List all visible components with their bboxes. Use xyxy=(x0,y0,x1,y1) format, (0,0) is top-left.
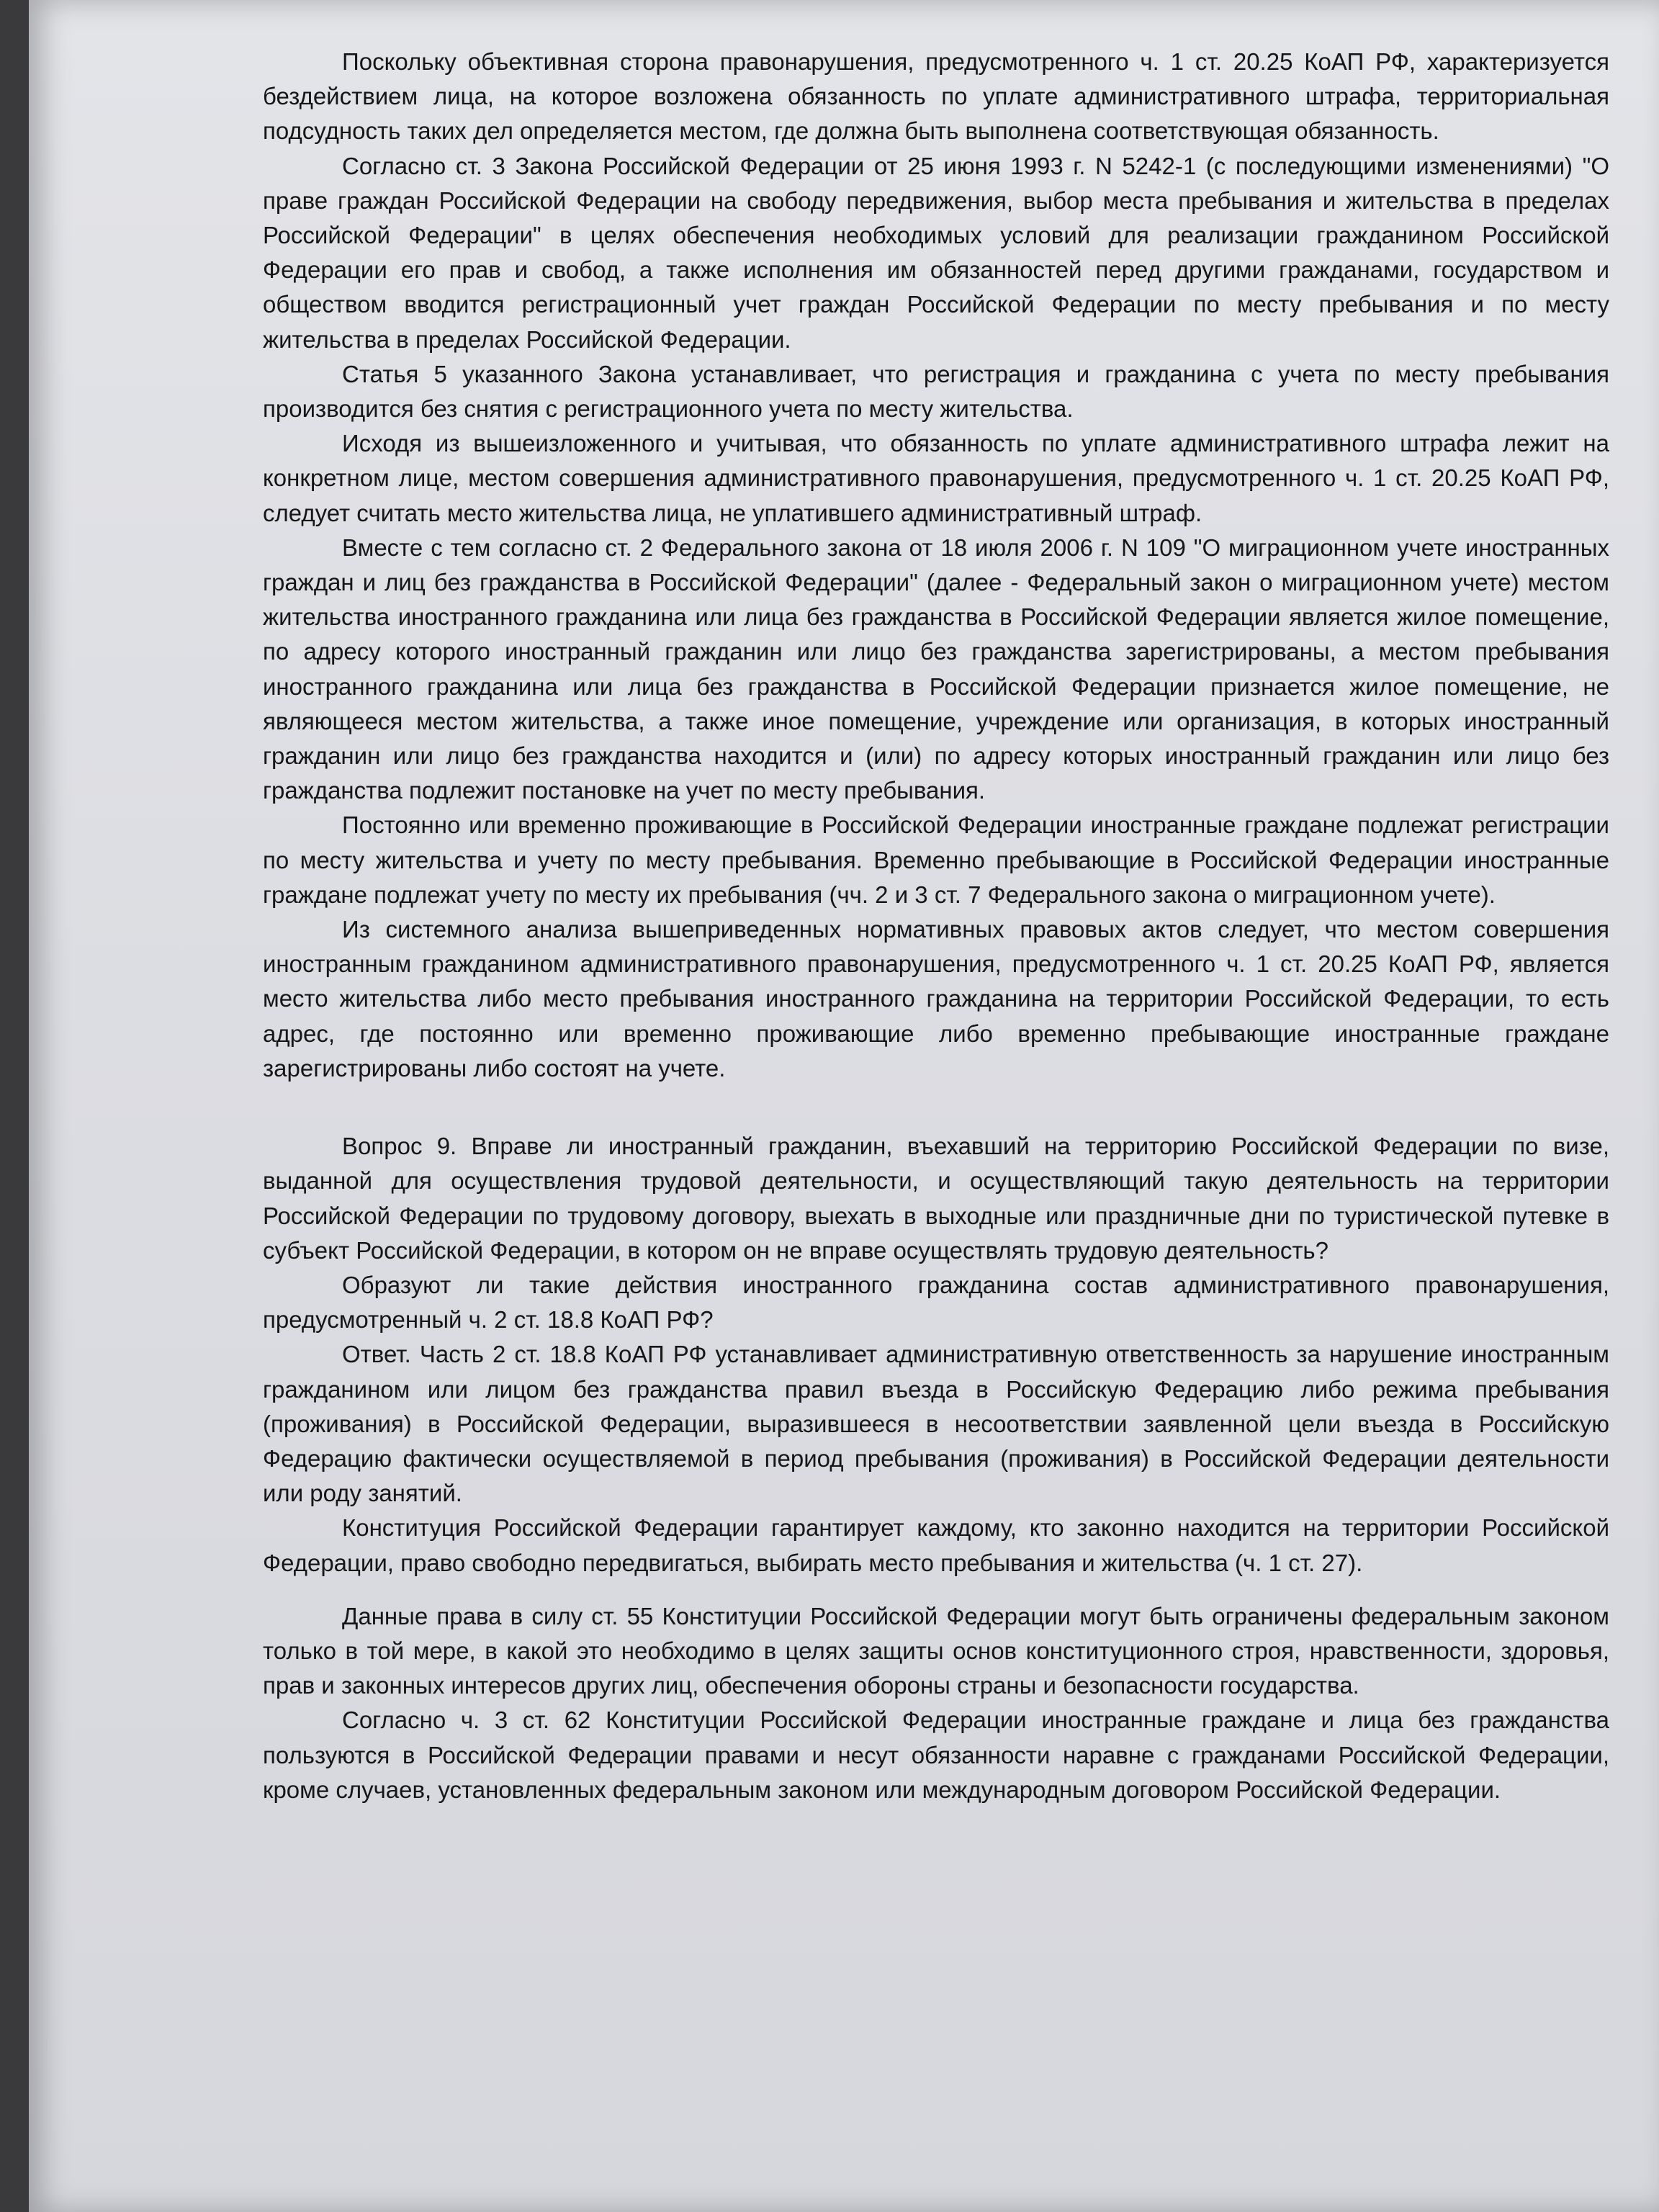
paragraph-11: Конституция Российской Федерации гарантирует каждому, кто законно находится на территории Российской Федерации, право свободно передвигаться, выбирать место пребывания и жительства (ч. 1 ст. 27). xyxy=(263,1514,1609,1576)
paragraph-2: Согласно ст. 3 Закона Российской Федерации от 25 июня 1993 г. N 5242-1 (с последующими изменениями) "О праве граждан Российской Федерации на свободу передвижения, выбор места пребывания и жительства в пределах Российской Федерации" в целях обеспечения необходимых условий для реализации гражданином Российской Федерации его прав и свобод, а также исполнения им обязанностей перед другими гражданами, государством и обществом вводится регистрационный учет граждан Российской Федерации по месту пребывания и по месту жительства в пределах Российской Федерации. xyxy=(263,152,1609,353)
document-page xyxy=(29,0,1659,2212)
paragraph-3: Статья 5 указанного Закона устанавливает, что регистрация и гражданина с учета по месту пребывания производится без снятия с регистрационного учета по месту жительства. xyxy=(263,360,1609,423)
paragraph-9: Образуют ли такие действия иностранного гражданина состав административного правонарушения, предусмотренный ч. 2 ст. 18.8 КоАП РФ? xyxy=(263,1271,1609,1334)
paragraph-7: Из системного анализа вышеприведенных нормативных правовых актов следует, что местом совершения иностранным гражданином административного правонарушения, предусмотренного ч. 1 ст. 20.25 КоАП РФ, является место жительства либо место пребывания иностранного гражданина на территории Российской Федерации, то есть адрес, где постоянно или временно проживающие либо временно пребывающие иностранные граждане зарегистрированы либо состоят на учете. xyxy=(263,916,1609,1082)
paragraph-5: Вместе с тем согласно ст. 2 Федерального закона от 18 июля 2006 г. N 109 "О миграционном учете иностранных граждан и лиц без гражданства в Российской Федерации" (далее - Федеральный закон о миграционном учете) местом жительства иностранного гражданина или лица без гражданства в Российской Федерации является жилое помещение, по адресу которого иностранный гражданин или лицо без гражданства зарегистрированы, а местом пребывания иностранного гражданина или лица без гражданства в Российской Федерации признается жилое помещение, не являющееся местом жительства, а также иное помещение, учреждение или организация, в которых иностранный гражданин или лицо без гражданства находится и (или) по адресу которых иностранный гражданин или лицо без гражданства подлежит постановке на учет по месту пребывания. xyxy=(263,534,1609,804)
paragraph-13: Согласно ч. 3 ст. 62 Конституции Российской Федерации иностранные граждане и лица без гражданства пользуются в Российской Федерации правами и несут обязанности наравне с гражданами Российской Федерации, кроме случаев, установленных федеральным законом или международным договором Российской Федерации. xyxy=(263,1707,1609,1803)
paragraph-6: Постоянно или временно проживающие в Российской Федерации иностранные граждане подлежат регистрации по месту жительства и учету по месту пребывания. Временно пребывающие в Российской Федерации иностранные граждане подлежат учету по месту их пребывания (чч. 2 и 3 ст. 7 Федерального закона о миграционном учете). xyxy=(263,811,1609,908)
question-9-heading: Вопрос 9. Вправе ли иностранный гражданин, въехавший на территорию Российской Федерации по визе, выданной для осуществления трудовой деятельности, и осуществляющий такую деятельность на территории Российской Федерации по трудовому договору, выехать в выходные или праздничные дни по туристической путевке в субъект Российской Федерации, в котором он не вправе осуществлять трудовую деятельность? xyxy=(263,1133,1609,1264)
document-body xyxy=(263,45,1609,1807)
paragraph-1: Поскольку объективная сторона правонарушения, предусмотренного ч. 1 ст. 20.25 КоАП РФ, характеризуется бездействием лица, на которое возложена обязанность по уплате административного штрафа, территориальная подсудность таких дел определяется местом, где должна быть выполнена соответствующая обязанность. xyxy=(263,48,1609,145)
answer-paragraph: Ответ. Часть 2 ст. 18.8 КоАП РФ устанавливает административную ответственность за нарушение иностранным гражданином или лицом без гражданства правил въезда в Российскую Федерацию либо режима пребывания (проживания) в Российской Федерации, выразившееся в несоответствии заявленной цели въезда в Российскую Федерацию фактически осуществляемой в период пребывания (проживания) в Российской Федерации деятельности или роду занятий. xyxy=(263,1341,1609,1507)
paragraph-4: Исходя из вышеизложенного и учитывая, что обязанность по уплате административного штрафа лежит на конкретном лице, местом совершения административного правонарушения, предусмотренного ч. 1 ст. 20.25 КоАП РФ, следует считать место жительства лица, не уплатившего административный штраф. xyxy=(263,430,1609,526)
paragraph-12: Данные права в силу ст. 55 Конституции Российской Федерации могут быть ограничены федеральным законом только в той мере, в какой это необходимо в целях защиты основ конституционного строя, нравственности, здоровья, прав и законных интересов других лиц, обеспечения обороны страны и безопасности государства. xyxy=(263,1602,1609,1699)
